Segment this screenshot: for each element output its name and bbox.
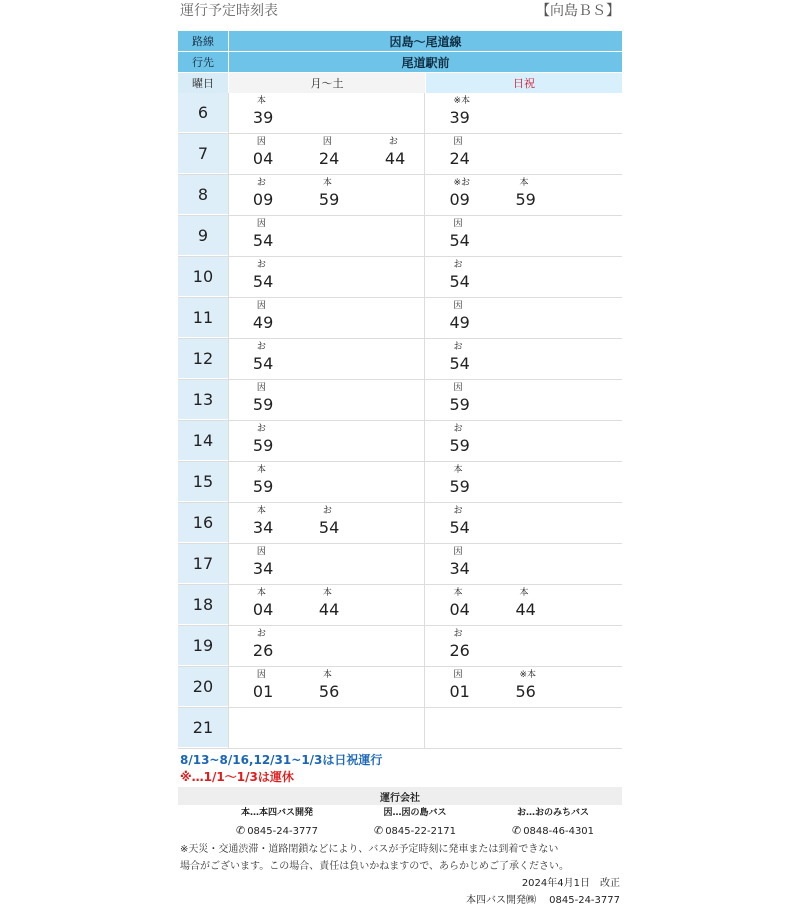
operator-code: お <box>453 260 463 270</box>
hour-cell: 17 <box>178 544 228 584</box>
holiday-departures-cell <box>424 298 622 338</box>
departure-minute: 59 <box>449 477 470 496</box>
departure-entry <box>425 382 485 416</box>
departure-entry <box>425 341 485 375</box>
departure-minute: 59 <box>318 190 340 209</box>
operator-phone[interactable] <box>178 821 346 841</box>
table-row <box>178 544 622 585</box>
departure-entry <box>229 628 289 662</box>
operator-code: 因 <box>256 547 266 557</box>
operator-phone[interactable] <box>346 821 484 841</box>
hour-cell: 14 <box>178 421 228 461</box>
departure-minute: 59 <box>449 436 470 455</box>
hour-cell: 11 <box>178 298 228 338</box>
departure-minute: 24 <box>449 149 470 168</box>
route-row <box>178 30 622 51</box>
weekday-departures-cell <box>228 257 425 297</box>
operator-code: 本 <box>322 670 332 680</box>
top-bar <box>178 0 622 30</box>
holiday-departures-cell <box>424 175 622 215</box>
departure-entry <box>491 669 551 703</box>
operator-code: ※お <box>453 178 470 188</box>
departure-minute: 59 <box>252 477 274 496</box>
operator-code: 因 <box>453 547 463 557</box>
departure-minute: 34 <box>252 559 274 578</box>
departure-minute: 44 <box>384 149 406 168</box>
hour-cell: 6 <box>178 93 228 133</box>
bus-stop-name: 【向島ＢＳ】 <box>536 3 620 19</box>
weekday-departures-cell <box>228 216 425 256</box>
operator-phone[interactable] <box>484 821 622 841</box>
weekday-departures-cell <box>228 298 425 338</box>
operator-code: 因 <box>453 670 463 680</box>
operator-code: お <box>453 629 463 639</box>
operators-phones <box>178 821 622 841</box>
operator-code: お <box>256 178 266 188</box>
departure-entry <box>229 177 289 211</box>
operator-code: 因 <box>453 383 463 393</box>
operators-names <box>178 805 622 821</box>
weekday-departures-cell <box>228 421 425 461</box>
holiday-departures-cell <box>424 134 622 174</box>
weekday-departures-cell <box>228 134 425 174</box>
holiday-departures-cell <box>424 503 622 543</box>
departure-entry <box>295 136 355 170</box>
departure-entry <box>295 505 355 539</box>
operator-code: 本 <box>453 465 463 475</box>
operator-code: お <box>256 260 266 270</box>
hour-cell: 16 <box>178 503 228 543</box>
operator-code: 因 <box>256 137 266 147</box>
disclaimer-line: 場合がございます。この場合、責任は負いかねますので、あらかじめご了承ください。 <box>180 861 569 872</box>
phone-number: 0848-46-4301 <box>523 826 595 837</box>
days-row <box>178 72 622 93</box>
hour-cell: 15 <box>178 462 228 502</box>
weekday-departures-cell <box>228 503 425 543</box>
departure-minute: 26 <box>449 641 470 660</box>
operator-code: ※本 <box>519 670 536 680</box>
table-row <box>178 93 622 134</box>
operator-code: 本 <box>322 588 332 598</box>
departure-entry <box>229 95 289 129</box>
departure-entry <box>229 341 289 375</box>
weekday-departures-cell <box>228 667 425 707</box>
departure-minute: 44 <box>515 600 536 619</box>
weekday-departures-cell <box>228 175 425 215</box>
departure-minute: 54 <box>252 231 274 250</box>
weekday-departures-cell <box>228 626 425 666</box>
holiday-departures-cell <box>424 462 622 502</box>
days-label: 曜日 <box>178 73 228 93</box>
operator-name: 因…因の島バス <box>383 808 447 818</box>
hour-cell: 8 <box>178 175 228 215</box>
departure-minute: 59 <box>449 395 470 414</box>
holiday-departures-cell <box>424 544 622 584</box>
weekday-departures-cell <box>228 380 425 420</box>
operator-name: お…おのみちバス <box>516 808 589 818</box>
operator-code: お <box>256 342 266 352</box>
holiday-departures-cell <box>424 257 622 297</box>
departure-minute: 24 <box>318 149 340 168</box>
operator-code: お <box>322 506 332 516</box>
holiday-departures-cell <box>424 339 622 379</box>
table-row <box>178 298 622 339</box>
departure-entry <box>425 464 485 498</box>
departure-entry <box>229 669 289 703</box>
operator-code: 因 <box>256 301 266 311</box>
departure-entry <box>229 423 289 457</box>
departure-entry <box>425 218 485 252</box>
timetable-body <box>178 93 622 749</box>
departure-minute: 54 <box>318 518 340 537</box>
table-row <box>178 339 622 380</box>
table-row <box>178 462 622 503</box>
operator-code: 本 <box>256 506 266 516</box>
phone-icon: ✆ <box>373 824 384 837</box>
footer-contact: 本四バス開発㈱ 0845-24-3777 <box>465 895 620 906</box>
holiday-service-note: 8/13~8/16,12/31~1/3は日祝運行 <box>180 753 383 767</box>
holiday-departures-cell <box>424 626 622 666</box>
operator-code: 因 <box>453 301 463 311</box>
table-row <box>178 585 622 626</box>
disclaimer-line: ※天災・交通渋滞・道路閉鎖などにより、バスが予定時刻に発車または到着できない <box>180 844 559 855</box>
holiday-departures-cell <box>424 585 622 625</box>
hour-cell: 13 <box>178 380 228 420</box>
departure-entry <box>229 505 289 539</box>
departure-minute: 56 <box>318 682 340 701</box>
departure-minute: 54 <box>449 518 470 537</box>
departure-entry <box>295 669 355 703</box>
table-row <box>178 134 622 175</box>
departure-minute: 54 <box>252 354 274 373</box>
destination-label: 行先 <box>178 52 228 72</box>
operator-code: 本 <box>519 588 529 598</box>
operators-heading: 運行会社 <box>178 787 622 805</box>
hour-cell: 19 <box>178 626 228 666</box>
departure-entry <box>229 136 289 170</box>
departure-minute: 49 <box>449 313 470 332</box>
departure-minute: 56 <box>515 682 536 701</box>
departure-minute: 44 <box>318 600 340 619</box>
table-row <box>178 503 622 544</box>
route-label: 路線 <box>178 31 228 51</box>
timetable-page <box>178 0 622 909</box>
departure-minute: 54 <box>449 231 470 250</box>
page-title: 運行予定時刻表 <box>180 3 278 19</box>
departure-minute: 04 <box>252 149 274 168</box>
departure-minute: 49 <box>252 313 274 332</box>
weekday-departures-cell <box>228 708 425 748</box>
departure-minute: 01 <box>252 682 274 701</box>
revision-date: 2024年4月1日 改正 <box>521 878 620 889</box>
departure-entry <box>229 382 289 416</box>
operator-code: 本 <box>256 96 266 106</box>
departure-minute: 34 <box>252 518 274 537</box>
table-row <box>178 216 622 257</box>
departure-minute: 54 <box>449 354 470 373</box>
departure-entry <box>229 587 289 621</box>
departure-minute: 59 <box>252 436 274 455</box>
departure-entry <box>229 259 289 293</box>
operator-code: 因 <box>256 670 266 680</box>
departure-entry <box>425 95 485 129</box>
table-row <box>178 667 622 708</box>
departure-entry <box>229 300 289 334</box>
departure-minute: 54 <box>252 272 274 291</box>
departure-minute: 39 <box>252 108 274 127</box>
departure-entry <box>361 136 421 170</box>
departure-entry <box>491 177 551 211</box>
departure-entry <box>425 177 485 211</box>
operator-code: お <box>453 424 463 434</box>
departure-minute: 09 <box>252 190 274 209</box>
weekday-departures-cell <box>228 462 425 502</box>
departure-minute: 04 <box>252 600 274 619</box>
departure-minute: 59 <box>515 190 536 209</box>
departure-entry <box>425 669 485 703</box>
operator-code: お <box>453 506 463 516</box>
destination-row <box>178 51 622 72</box>
weekday-departures-cell <box>228 544 425 584</box>
departure-minute: 26 <box>252 641 274 660</box>
departure-entry <box>425 300 485 334</box>
route-value: 因島～尾道線 <box>229 31 622 51</box>
departure-entry <box>425 136 485 170</box>
departure-minute: 59 <box>252 395 274 414</box>
holiday-column-header: 日祝 <box>426 73 622 93</box>
departure-entry <box>295 587 355 621</box>
phone-number: 0845-22-2171 <box>385 826 457 837</box>
operator-code: 本 <box>322 178 332 188</box>
holiday-departures-cell <box>424 421 622 461</box>
hour-cell: 21 <box>178 708 228 748</box>
destination-value: 尾道駅前 <box>229 52 622 72</box>
operator-code: 因 <box>453 137 463 147</box>
operator-code: 本 <box>453 588 463 598</box>
departure-minute: 54 <box>449 272 470 291</box>
departure-entry <box>229 464 289 498</box>
table-row <box>178 380 622 421</box>
hour-cell: 9 <box>178 216 228 256</box>
departure-entry <box>425 628 485 662</box>
departure-entry <box>229 218 289 252</box>
holiday-departures-cell <box>424 708 622 748</box>
departure-entry <box>425 546 485 580</box>
departure-entry <box>425 259 485 293</box>
phone-icon: ✆ <box>511 824 522 837</box>
operator-code: お <box>388 137 398 147</box>
hour-cell: 20 <box>178 667 228 707</box>
hour-cell: 12 <box>178 339 228 379</box>
weekday-departures-cell <box>228 585 425 625</box>
hour-cell: 18 <box>178 585 228 625</box>
departure-entry <box>491 587 551 621</box>
holiday-departures-cell <box>424 380 622 420</box>
departure-minute: 09 <box>449 190 470 209</box>
operator-code: お <box>256 424 266 434</box>
operator-code: 因 <box>453 219 463 229</box>
hour-cell: 7 <box>178 134 228 174</box>
table-row <box>178 257 622 298</box>
holiday-departures-cell <box>424 667 622 707</box>
weekday-departures-cell <box>228 339 425 379</box>
operator-code: 本 <box>256 588 266 598</box>
departure-minute: 34 <box>449 559 470 578</box>
operator-code: 因 <box>256 383 266 393</box>
operator-code: ※本 <box>453 96 470 106</box>
suspension-note: ※…1/1～1/3は運休 <box>180 770 294 784</box>
weekday-column-header: 月～土 <box>229 73 425 93</box>
departure-minute: 04 <box>449 600 470 619</box>
holiday-departures-cell <box>424 216 622 256</box>
operator-code: 因 <box>322 137 332 147</box>
operator-code: お <box>453 342 463 352</box>
operator-code: お <box>256 629 266 639</box>
departure-entry <box>425 505 485 539</box>
departure-entry <box>425 587 485 621</box>
departure-entry <box>295 177 355 211</box>
phone-number: 0845-24-3777 <box>247 826 319 837</box>
holiday-departures-cell <box>424 93 622 133</box>
hour-cell: 10 <box>178 257 228 297</box>
departure-minute: 01 <box>449 682 470 701</box>
operator-code: 因 <box>256 219 266 229</box>
table-row <box>178 175 622 216</box>
phone-icon: ✆ <box>235 824 246 837</box>
table-row <box>178 421 622 462</box>
table-row <box>178 626 622 667</box>
weekday-departures-cell <box>228 93 425 133</box>
table-row <box>178 708 622 749</box>
departure-minute: 39 <box>449 108 470 127</box>
departure-entry <box>229 546 289 580</box>
departure-entry <box>425 423 485 457</box>
operator-code: 本 <box>519 178 529 188</box>
operator-name: 本…本四バス開発 <box>240 808 313 818</box>
operator-code: 本 <box>256 465 266 475</box>
